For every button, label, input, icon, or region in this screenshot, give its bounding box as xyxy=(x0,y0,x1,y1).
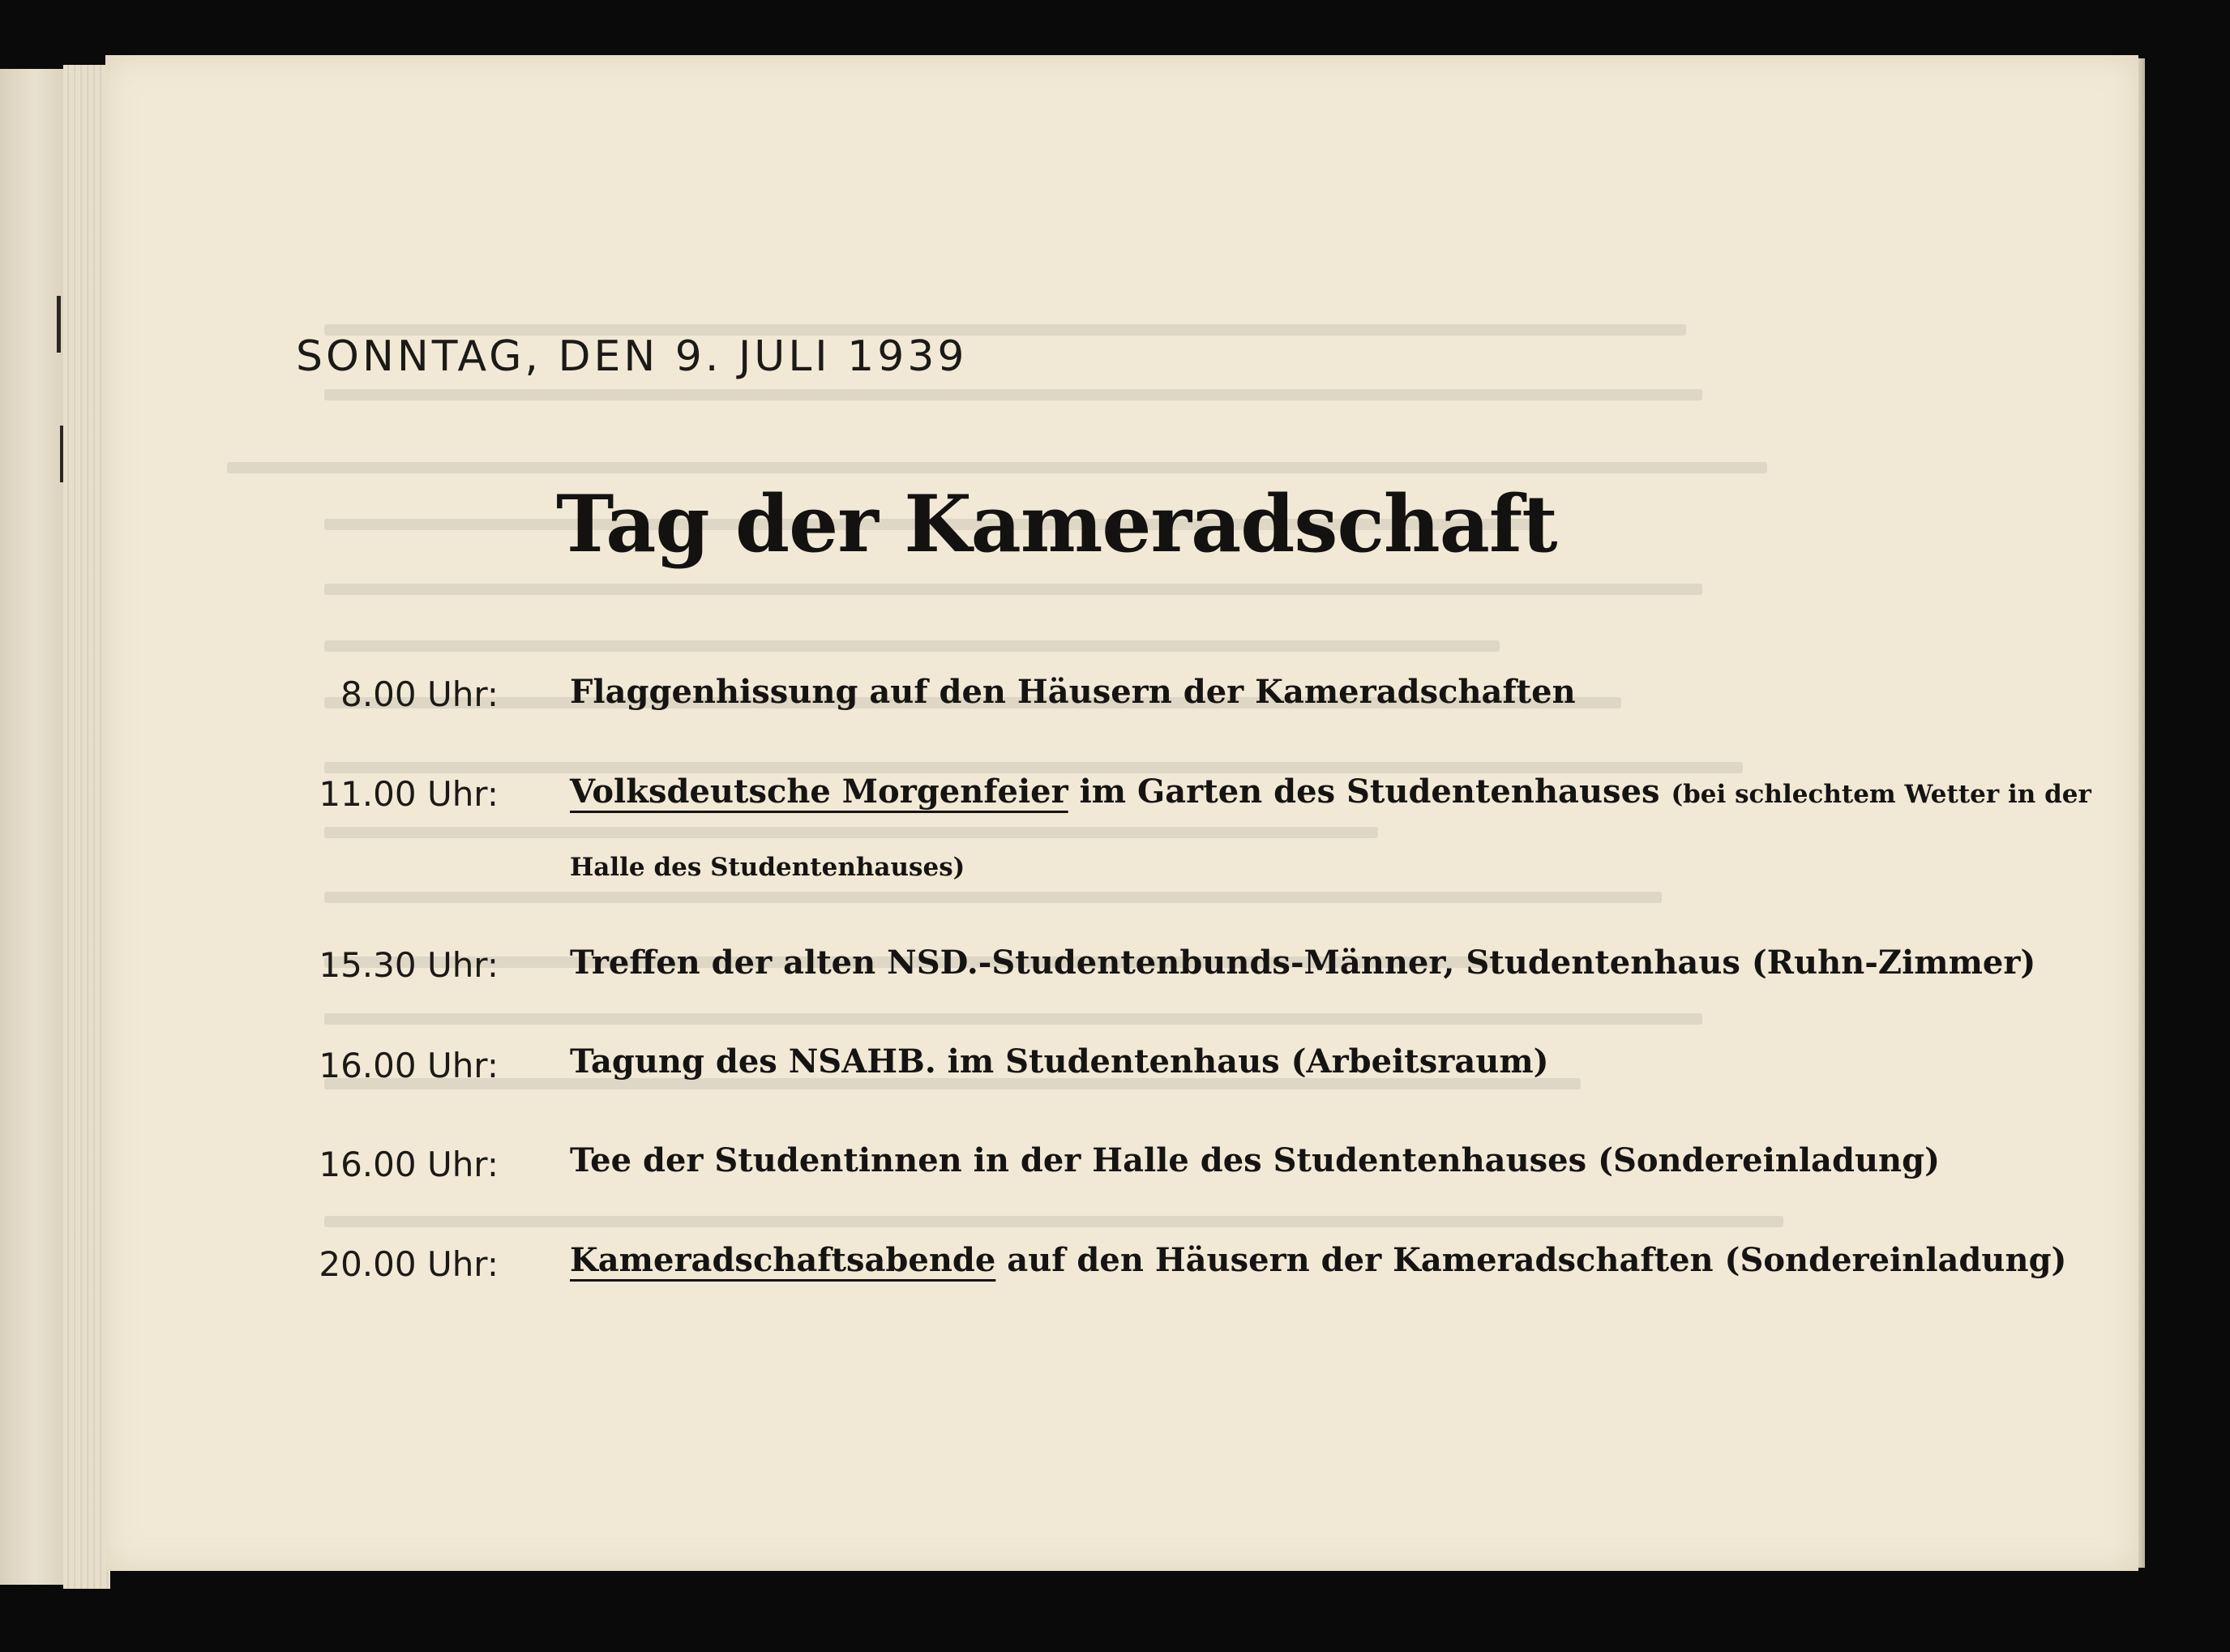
schedule-event-text: Tagung des NSAHB. im Studentenhaus (Arbeitsraum) xyxy=(570,1042,1549,1081)
page-title: Tag der Kameradschaft xyxy=(556,478,1557,570)
schedule-event-note-continued: Halle des Studentenhauses) xyxy=(570,853,965,882)
schedule-event-underlined: Kameradschaftsabende xyxy=(570,1241,996,1279)
previous-page-edge xyxy=(0,69,65,1585)
schedule-event xyxy=(570,673,1576,711)
schedule-event xyxy=(570,1042,1549,1081)
schedule-event xyxy=(570,1141,1940,1179)
schedule-time: 11.00 Uhr: xyxy=(319,774,499,814)
schedule-event-text: Treffen der alten NSD.-Studentenbunds-Männer, Studentenhaus (Ruhn-Zimmer) xyxy=(570,944,2036,982)
page-right-edge xyxy=(2138,58,2145,1568)
schedule-time: 16.00 Uhr: xyxy=(319,1145,499,1184)
schedule-event-note: (bei schlechtem Wetter in der xyxy=(1671,780,2091,809)
page-stack-edges xyxy=(63,65,110,1589)
schedule-time: 16.00 Uhr: xyxy=(319,1046,499,1085)
schedule-event-underlined: Volksdeutsche Morgenfeier xyxy=(570,773,1068,811)
page-edge-mark xyxy=(57,296,61,353)
schedule-event-text: Flaggenhissung auf den Häusern der Kameradschaften xyxy=(570,673,1576,711)
schedule-event xyxy=(570,1241,2066,1279)
date-heading: SONNTAG, DEN 9. JULI 1939 xyxy=(296,332,968,381)
schedule-time: 15.30 Uhr: xyxy=(319,945,499,985)
schedule-event-text: im Garten des Studentenhauses xyxy=(1068,773,1671,811)
schedule-event xyxy=(570,944,2035,982)
schedule-time: 20.00 Uhr: xyxy=(319,1244,499,1284)
schedule-event xyxy=(570,773,2091,811)
schedule-event-text: auf den Häusern der Kameradschaften (Sondereinladung) xyxy=(995,1241,2067,1279)
schedule-time: 8.00 Uhr: xyxy=(340,674,499,714)
schedule-event-text: Tee der Studentinnen in der Halle des Studentenhauses (Sondereinladung) xyxy=(570,1141,1940,1179)
